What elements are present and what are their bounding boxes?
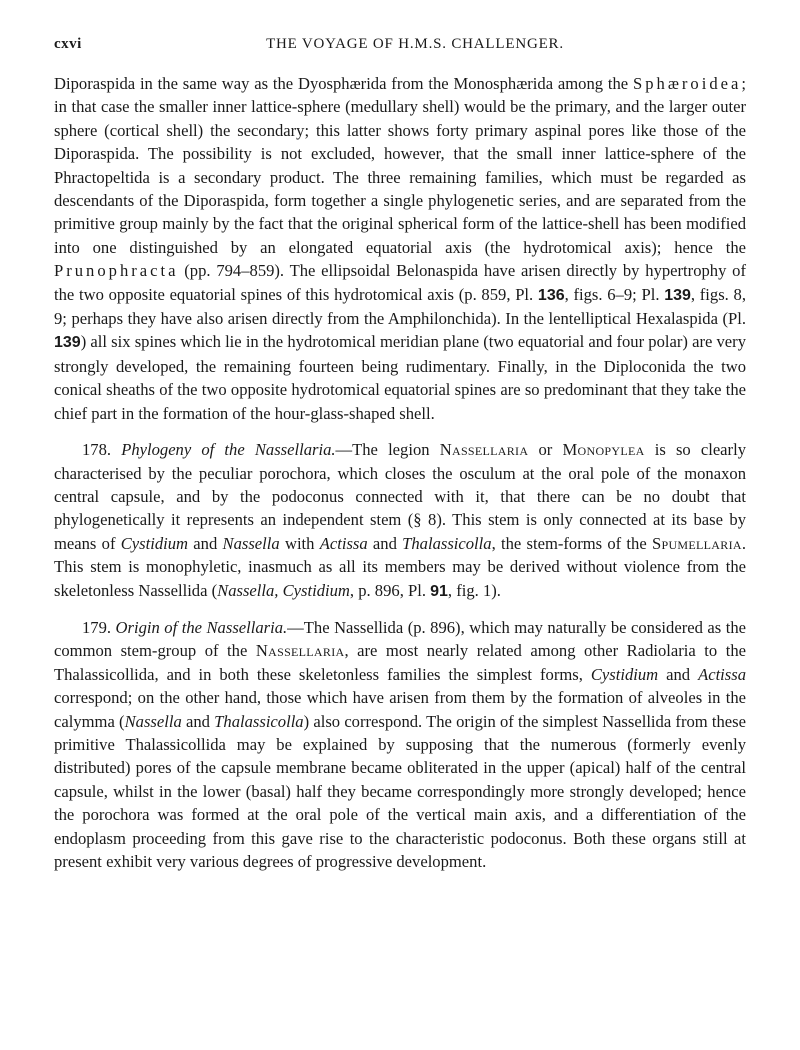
section-179-origin: 179. Origin of the Nassellaria.—The Nassellida (p. 896), which may naturally be considered as the common stem-group of the Nassellaria, are most nearly related among other Radiolaria to the Thalassicollida, and in both these skeletonless families the simplest forms, Cystidium and Actissa correspond; on the other hand, those which have arisen from them by the formation of alveoles in the calymma (Nassella and Thalassicolla) also correspond. The origin of the simplest Nassellida from these primitive Thalassicollida may be explained by supposing that the numerous (formerly evenly distributed) pores of the capsule membrane became obliterated in the upper (apical) half of the central capsule, whilst in the lower (basal) half they became correspondingly more strongly developed; hence the porochora was formed at the oral pole of the vertical main axis, and a differentiation of the endoplasm proceeding from this gave rise to the characteristic podoconus. Both these organs still at present exhibit very various degrees of progressive development. bbox=[54, 617, 746, 871]
taxon-spaced: Prunophracta bbox=[54, 261, 179, 281]
running-title: THE VOYAGE OF H.M.S. CHALLENGER. bbox=[266, 36, 564, 52]
section-heading: Phylogeny of the Nassellaria. bbox=[121, 440, 336, 460]
section-178-phylogeny: 178. Phylogeny of the Nassellaria.—The legion Nassellaria or Monopylea is so clearly characterised by the peculiar porochora, which closes the osculum at the oral pole of the monaxon central capsule, and by the podoconus connected with it, that there can be no doubt that phylogenetically it represents an independent stem (§ 8). This stem is only connected at its base by means of Cystidium and Nassella with Actissa and Thalassicolla, the stem-forms of the Spumellaria. This stem is monophyletic, inasmuch as all its members may be derived without violence from the skeletonless Nassellida (Nassella, Cystidium, p. 896, Pl. 91, fig. 1). bbox=[54, 440, 746, 600]
plate-number: 139 bbox=[664, 286, 691, 304]
page bbox=[54, 36, 746, 873]
section-heading: Origin of the Nassellaria. bbox=[115, 617, 288, 637]
taxon-spaced: Sphæroidea bbox=[633, 74, 742, 93]
plate-number: 136 bbox=[537, 286, 565, 304]
plate-number: 91 bbox=[430, 582, 448, 600]
section-number: 179. bbox=[82, 617, 116, 637]
section-number: 178. bbox=[82, 440, 122, 460]
page-number: cxvi bbox=[54, 36, 82, 52]
plate-number: 139 bbox=[54, 334, 81, 352]
page-header bbox=[54, 36, 746, 58]
paragraph-diporaspida: Diporaspida in the same way as the Dyosphærida from the Monosphærida among the Sphæroidea; in that case the smaller inner lattice-sphere (medullary shell) would be the primary, and the larger outer sphere (cortical shell) the secondary; this latter shows forty primary aspinal pores like those of the Diporaspida. The possibility is not excluded, however, that the small inner lattice-sphere of the Phractopeltida is a secondary product. The three remaining families, which must be regarded as descendants of the Diporaspida, form together a single phylogenetic series, and are separated from the primitive group mainly by the fact that the original spherical form of the lattice-shell has been modified into one distinguished by an elongated equatorial axis (the hydrotomical axis); hence the Prunophracta (pp. 794–859). The ellipsoidal Belonaspida have arisen directly by hypertrophy of the two opposite equatorial spines of this hydrotomical axis (p. 859, Pl. 136, figs. 6–9; Pl. 139, figs. 8, 9; perhaps they have also arisen directly from the Amphilonchida). In the lentelliptical Hexalaspida (Pl. 139) all six spines which lie in the hydrotomical meridian plane (two equatorial and four polar) are very strongly developed, the remaining fourteen being rudimentary. Finally, in the Diploconida the two conical sheaths of the two opposite hydrotomical equatorial spines are so predominant that they take the chief part in the formation of the hour-glass-shaped shell. bbox=[54, 74, 746, 423]
